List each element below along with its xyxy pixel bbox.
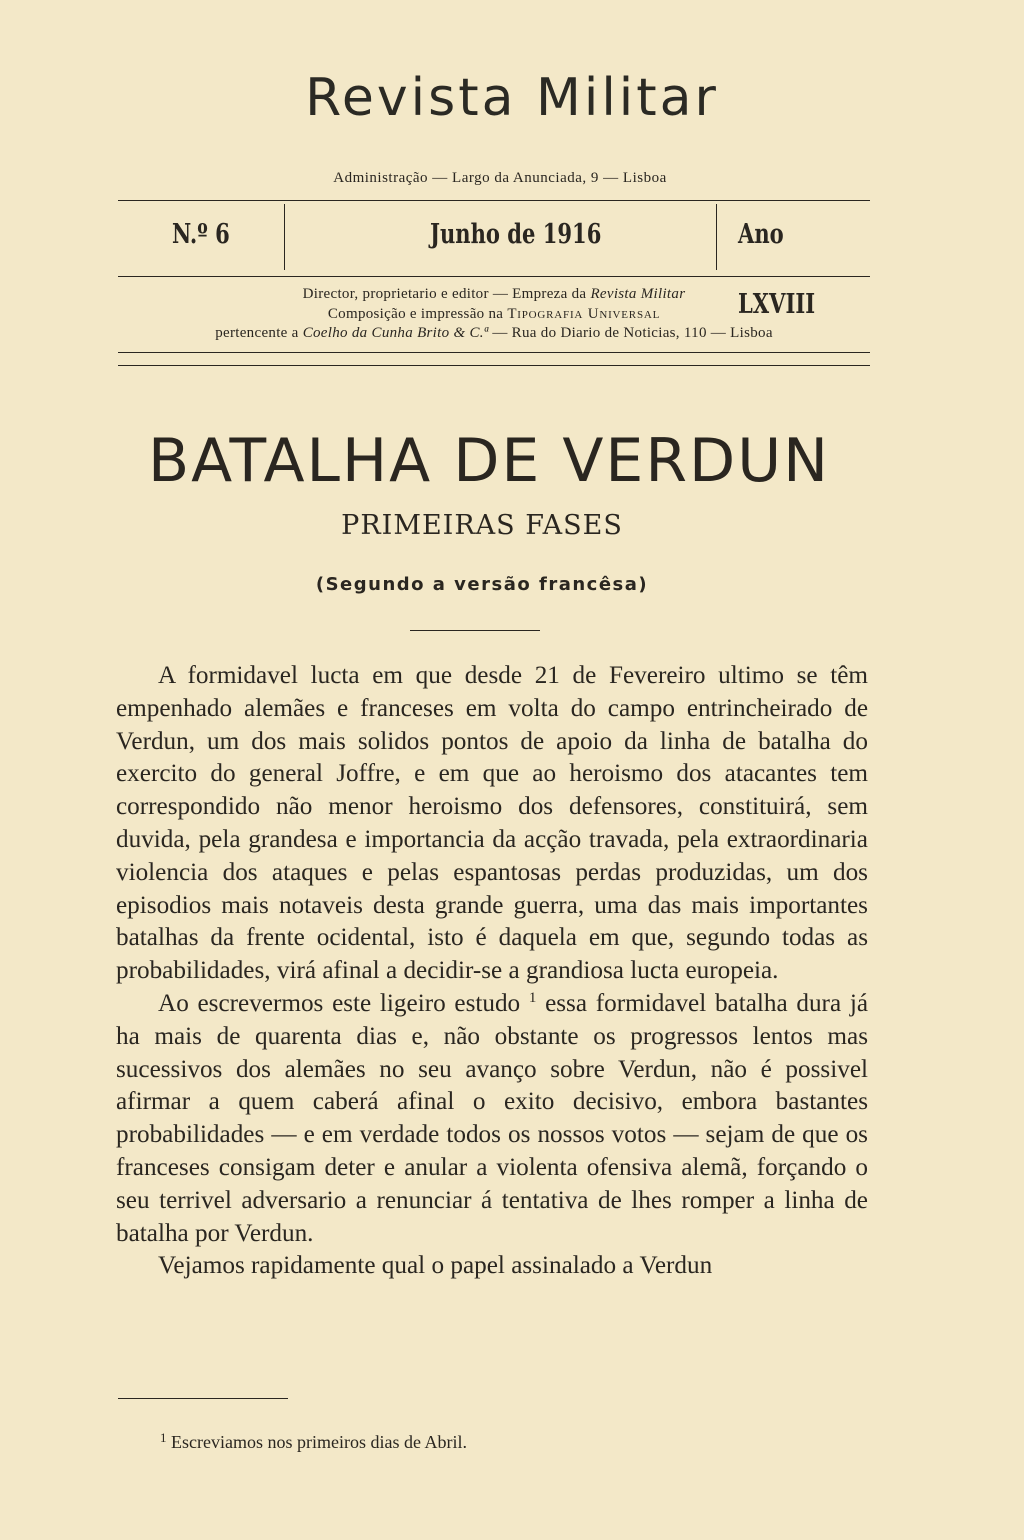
credit-owner-address: — Rua do Diario de Noticias, 110 — Lisboa xyxy=(488,325,773,341)
header-middle-rule xyxy=(118,276,870,277)
credit-director-text: Director, proprietario e editor — Empreza da xyxy=(302,286,591,302)
article-body xyxy=(116,660,868,1283)
paragraph-text: Ao escrevermos este ligeiro estudo xyxy=(158,989,529,1017)
paragraph-text: essa formidavel batalha dura já ha mais de quarenta dias e, não obstante os progressos lentos mas sucessivos dos alemães no seu avanço sobre Verdun, não é possivel afirmar a quem caberá afinal o exito decisivo, embora bastantes probabilidades — e em verdade todos os nossos votos — sejam de que os franceses consigam deter e anular a violenta ofensiva alemã, forçando o seu terrivel adversario a renunciar á tentativa de lhes romper a linha de batalha por Verdun. xyxy=(116,989,869,1247)
paragraph: Vejamos rapidamente qual o papel assinalado a Verdun xyxy=(158,1252,713,1280)
header-bottom-rule-2 xyxy=(118,365,870,366)
credit-journal-name: Revista Militar xyxy=(590,286,686,302)
paragraph xyxy=(116,988,868,1250)
article-source-note: (Segundo a versão francêsa) xyxy=(315,574,649,595)
masthead-title: Revista Militar xyxy=(305,68,719,128)
credit-printing xyxy=(118,306,870,323)
article-title: BATALHA DE VERDUN xyxy=(147,426,831,496)
footnote-mark: 1 xyxy=(160,1430,167,1445)
issue-divider-right xyxy=(716,204,717,270)
issue-date: Junho de 1916 xyxy=(430,219,602,250)
issue-divider-left xyxy=(284,204,285,270)
footnote xyxy=(160,1430,467,1453)
credit-owner xyxy=(118,325,870,342)
credit-owner-prefix: pertencente a xyxy=(215,325,303,341)
credit-owner-name: Coelho da Cunha Brito & C.ª xyxy=(302,325,489,341)
issue-year: Ano LXVIII xyxy=(738,219,816,320)
issue-number: N.º 6 xyxy=(172,219,230,250)
paragraph: A formidavel lucta em que desde 21 de Fevereiro ultimo se têm empenhado alemães e franceses em volta do campo entrincheirado de Verdun, um dos mais solidos pontos de apoio da linha de batalha do exercito do general Joffre, e em que ao heroismo dos atacantes tem correspondido não menor heroismo dos defensores, constituirá, sem duvida, pela grandesa e importancia da acção travada, pela extraordinaria violencia dos ataques e pelas espantosas perdas produzidas, um dos episodios mais notaveis desta grande guerra, uma das mais importantes batalhas da frente ocidental, isto é daquela em que, segundo todas as probabilidades, virá afinal a decidir-se a grandiosa lucta europeia. xyxy=(116,662,868,985)
footnote-reference: 1 xyxy=(528,989,537,1006)
credit-printer-name: Tipografia Universal xyxy=(507,306,661,322)
header-bottom-rule-1 xyxy=(118,352,870,353)
footnote-text: Escreviamos nos primeiros dias de Abril. xyxy=(171,1432,467,1452)
credit-director xyxy=(118,286,870,303)
administration-address: Administração — Largo da Anunciada, 9 — Lisboa xyxy=(333,170,667,186)
title-separator xyxy=(410,630,540,631)
footnote-rule xyxy=(118,1398,288,1399)
credit-printing-text: Composição e impressão na xyxy=(327,306,508,322)
article-subtitle: PRIMEIRAS FASES xyxy=(341,510,623,541)
